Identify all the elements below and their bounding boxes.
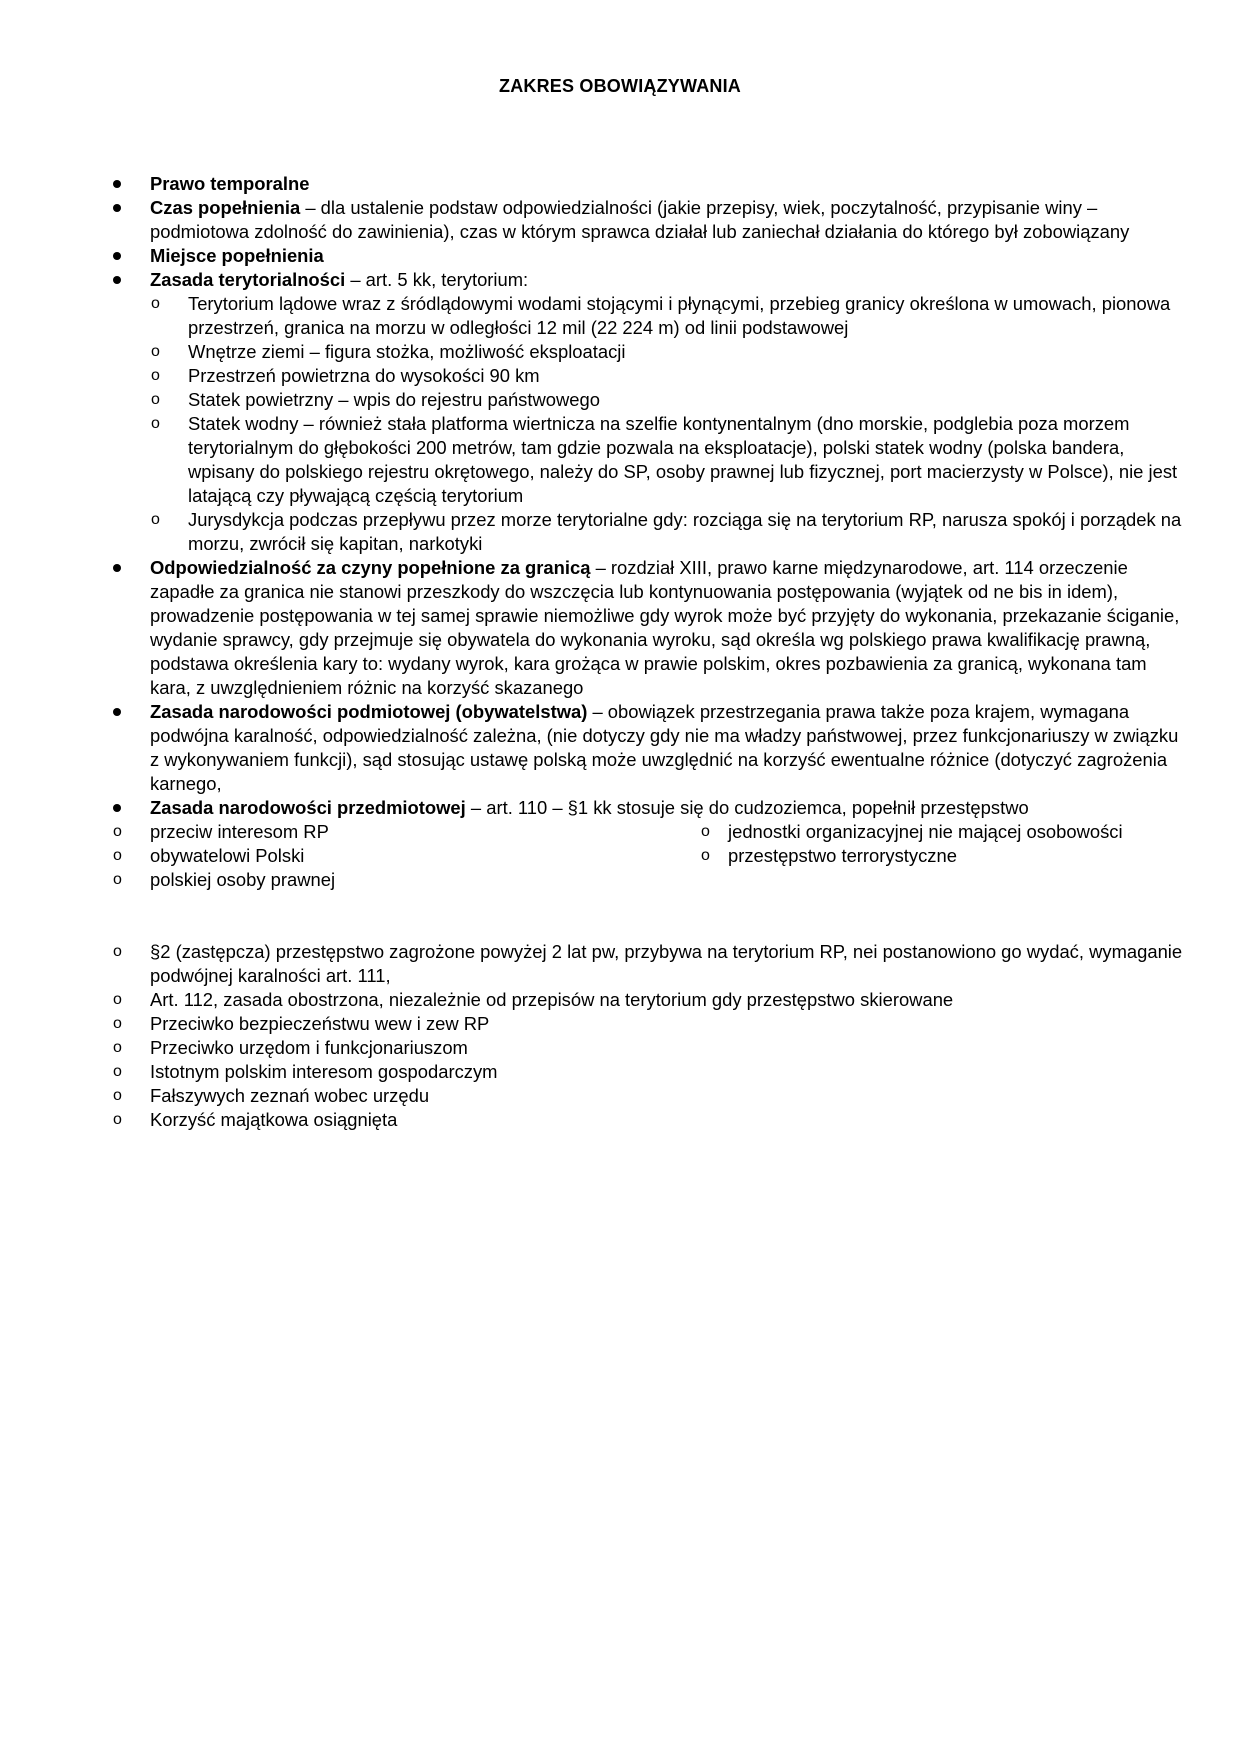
bullet-item [104, 556, 1184, 700]
item-heading: Miejsce popełnienia [150, 245, 324, 266]
sub-item-text: Jurysdykcja podczas przepływu przez morze terytorialne gdy: rozciąga się na terytorium RP, narusza spokój i porządek na morzu, zwrócił się kapitan, narkotyki [188, 509, 1182, 554]
column-item-text: przestępstwo terrorystyczne [728, 845, 957, 866]
list-item [104, 1084, 1184, 1108]
sub-list-item [104, 292, 1184, 340]
circle-bullet-icon: o [113, 1015, 122, 1032]
sub-list-item [104, 340, 1184, 364]
bullet-icon [113, 564, 121, 572]
item-heading: Prawo temporalne [150, 173, 310, 194]
circle-bullet-icon: o [151, 415, 160, 432]
circle-bullet-icon: o [113, 1087, 122, 1104]
item-heading: Zasada narodowości podmiotowej (obywatelstwa) [150, 701, 588, 722]
column-item [692, 844, 1184, 868]
right-column [692, 820, 1184, 892]
circle-bullet-icon: o [151, 391, 160, 408]
sub-list-item [104, 508, 1184, 556]
item-heading: Czas popełnienia [150, 197, 301, 218]
list-item [104, 940, 1184, 988]
list-item-text: Przeciwko bezpieczeństwu wew i zew RP [150, 1013, 490, 1034]
bullet-item [104, 268, 1184, 292]
sub-list-item [104, 364, 1184, 388]
column-item-text: jednostki organizacyjnej nie mającej osobowości [728, 821, 1123, 842]
circle-bullet-icon: o [113, 991, 122, 1008]
list-item-text: Istotnym polskim interesom gospodarczym [150, 1061, 498, 1082]
bullet-item [104, 700, 1184, 796]
list-item [104, 1012, 1184, 1036]
column-item-text: przeciw interesom RP [150, 821, 329, 842]
item-text: – obowiązek przestrzegania prawa także poza krajem, wymagana podwójna karalność, odpowiedzialność zależna, (nie dotyczy gdy nie ma władzy państwowej, przez funkcjonariuszy w związku z wykonywaniem funkcji), sąd stosując ustawę polską może uwzględnić na korzyść ewentualne różnice (dotyczyć zagrożenia karnego, [150, 701, 1179, 794]
item-text: – art. 110 – §1 kk stosuje się do cudzoziemca, popełnił przestępstwo [465, 797, 1029, 818]
sub-item-text: Wnętrze ziemi – figura stożka, możliwość eksploatacji [188, 341, 626, 362]
circle-bullet-icon: o [113, 1063, 122, 1080]
list-item [104, 988, 1184, 1012]
sub-item-text: Terytorium lądowe wraz z śródlądowymi wodami stojącymi i płynącymi, przebieg granicy określona w umowach, pionowa przestrzeń, granica na morzu w odległości 12 mil (22 224 m) od linii podstawowej [188, 293, 1171, 338]
item-heading: Odpowiedzialność za czyny popełnione za granicą [150, 557, 591, 578]
bullet-item [104, 196, 1184, 244]
list-item-text: Przeciwko urzędom i funkcjonariuszom [150, 1037, 468, 1058]
bullet-icon [113, 204, 121, 212]
list-item-text: §2 (zastępcza) przestępstwo zagrożone powyżej 2 lat pw, przybywa na terytorium RP, nei postanowiono go wydać, wymaganie podwójnej karalności art. 111, [150, 941, 1183, 986]
bullet-item [104, 244, 1184, 268]
item-text: – rozdział XIII, prawo karne międzynarodowe, art. 114 orzeczenie zapadłe za granica nie stanowi przeszkody do wszczęcia lub kontynuowania postępowania (wyjątek od ne bis in idem), prowadzenie postępowania w tej samej sprawie niemożliwe gdy wyrok może być przyjęty do wykonania, przekazanie ściganie, wydanie sprawcy, gdy przejmuje się obywatela do wykonania wyroku, sąd określa wg polskiego prawa kwalifikację prawną, podstawa określenia kary to: wydany wyrok, kara grożąca w prawie polskim, okres pozbawienia za granicą, wykonana tam kara, z uwzględnieniem różnic na korzyść skazanego [150, 557, 1180, 698]
column-item [104, 868, 692, 892]
document-body [104, 172, 1184, 1132]
column-item [104, 820, 692, 844]
item-text: – art. 5 kk, terytorium: [345, 269, 529, 290]
list-item [104, 1036, 1184, 1060]
list-item-text: Korzyść majątkowa osiągnięta [150, 1109, 398, 1130]
circle-bullet-icon: o [151, 367, 160, 384]
bullet-icon [113, 804, 121, 812]
page-title: ZAKRES OBOWIĄZYWANIA [499, 76, 741, 96]
item-heading: Zasada terytorialności [150, 269, 346, 290]
column-item [104, 844, 692, 868]
circle-bullet-icon: o [701, 823, 710, 840]
item-text: – dla ustalenie podstaw odpowiedzialności (jakie przepisy, wiek, poczytalność, przypisanie winy – podmiotowa zdolność do zawinienia), czas w którym sprawca działał lub zaniechał działania do którego był zobowiązany [150, 197, 1130, 242]
bullet-item [104, 172, 1184, 196]
circle-bullet-icon: o [151, 343, 160, 360]
circle-bullet-icon: o [113, 1111, 122, 1128]
circle-bullet-icon: o [113, 871, 122, 888]
circle-bullet-icon: o [113, 943, 122, 960]
column-item [692, 820, 1184, 844]
sub-list-item [104, 412, 1184, 508]
bullet-item [104, 796, 1184, 820]
item-heading: Zasada narodowości przedmiotowej [150, 797, 466, 818]
sub-item-text: Statek wodny – również stała platforma wiertnicza na szelfie kontynentalnym (dno morskie, podglebia poza morzem terytorialnym do głębokości 200 metrów, tam gdzie pozwala na eksploatacje), polski statek wodny (polska bandera, wpisany do polskiego rejestru okrętowego, należy do SP, osoby prawnej lub fizycznej, port macierzysty w Polsce), nie jest latającą czy pływającą częścią terytorium [188, 413, 1178, 506]
circle-bullet-icon: o [151, 511, 160, 528]
list-item-text: Art. 112, zasada obostrzona, niezależnie od przepisów na terytorium gdy przestępstwo skierowane [150, 989, 954, 1010]
column-item-text: obywatelowi Polski [150, 845, 305, 866]
column-item-text: polskiej osoby prawnej [150, 869, 336, 890]
sub-list-item [104, 388, 1184, 412]
two-column-list [104, 820, 1184, 892]
circle-bullet-icon: o [151, 295, 160, 312]
circle-bullet-icon: o [113, 847, 122, 864]
bullet-icon [113, 180, 121, 188]
sub-item-text: Statek powietrzny – wpis do rejestru państwowego [188, 389, 600, 410]
circle-bullet-icon: o [113, 823, 122, 840]
sub-item-text: Przestrzeń powietrzna do wysokości 90 km [188, 365, 540, 386]
circle-bullet-icon: o [113, 1039, 122, 1056]
bullet-icon [113, 708, 121, 716]
circle-bullet-icon: o [701, 847, 710, 864]
list-item [104, 1108, 1184, 1132]
bullet-icon [113, 276, 121, 284]
bullet-icon [113, 252, 121, 260]
left-column [104, 820, 692, 892]
list-item [104, 1060, 1184, 1084]
spacer [104, 892, 1184, 940]
list-item-text: Fałszywych zeznań wobec urzędu [150, 1085, 430, 1106]
